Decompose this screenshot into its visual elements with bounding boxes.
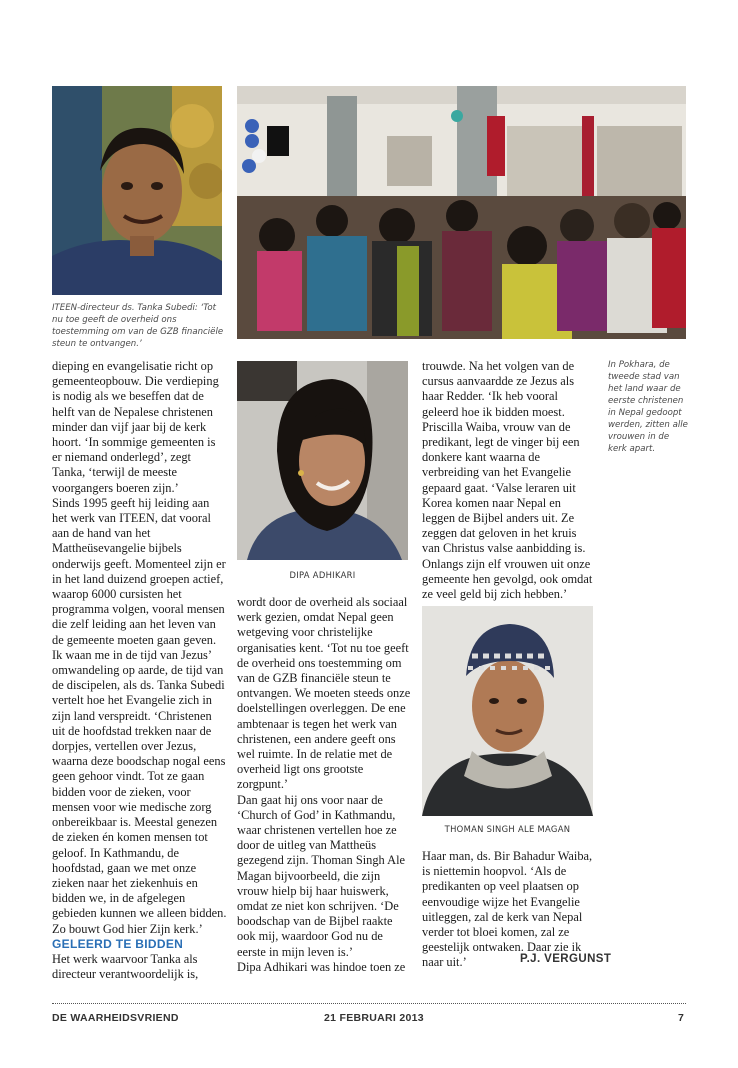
dipa-caption: DIPA ADHIKARI bbox=[289, 570, 356, 580]
thoman-singh-photo bbox=[422, 606, 593, 816]
subheading: GELEERD TE BIDDEN bbox=[52, 936, 184, 951]
crowd-caption: In Pokhara, de tweede stad van het land waar de eerste christenen in Nepal gedoopt werden, zitten alle vrouwen in de kerk apart. bbox=[608, 360, 688, 454]
paragraph: Dipa Adhikari was hindoe toen ze bbox=[237, 959, 406, 974]
portrait-tanka-subedi bbox=[52, 86, 222, 295]
paragraph: trouwde. Na het volgen van de cursus aanvaardde ze Jezus als haar Redder. ‘Ik heb vooral geleerd hoe ik bidden moest. Priscilla Waiba, vrouw van de predikant, legt de vinger bij een donkere kant waarna de verbreiding van het Evangelie gepaard gaat. ‘Valse leraren uit Korea komen naar Nepal en leggen de Bijbel anders uit. Ze zeggen dat geloven in het kruis van Christus valse aanbidding is. Onlangs zijn elf vrouwen uit onze gemeente hen gevolgd, ook omdat ze veel geld bij zich hebben.’ bbox=[422, 359, 593, 602]
author-byline: P.J. VERGUNST bbox=[520, 953, 612, 965]
portrait-caption: ITEEN-directeur ds. Tanka Subedi: ‘Tot nu toe geeft de overheid ons toestemming om van de GZB financiële steun te ontvangen.’ bbox=[52, 303, 224, 349]
thoman-caption: THOMAN SINGH ALE MAGAN bbox=[444, 824, 571, 834]
dipa-adhikari-photo bbox=[237, 361, 408, 560]
paragraph: Het werk waarvoor Tanka als directeur verantwoordelijk is, bbox=[52, 951, 199, 982]
paragraph: Dan gaat hij ons voor naar de ‘Church of God’ in Kathmandu, waar christenen vertellen hoe ze door de uitleg van Mattheüs gezegend zijn. Thoman Singh Ale Magan bijvoorbeeld, die zijn vrouw hielp bij haar huiswerk, omdat ze niet kon schrijven. ‘De boodschap van de Bijbel raakte ook mij, waardoor God nu de eerste in mijn leven is.’ bbox=[237, 792, 406, 959]
paragraph: Haar man, ds. Bir Bahadur Waiba, is niettemin hoopvol. ‘Als de predikanten op veel plaatsen op eenvoudige wijze het Evangelie uitleggen, zal de kerk van Nepal verder tot bloei komen, zal ze geestelijk ontwaken. Daar zie ik naar uit.’ bbox=[422, 849, 593, 970]
footer-page-number: 7 bbox=[678, 1012, 685, 1024]
paragraph: wordt door de overheid als sociaal werk gezien, omdat Nepal geen wetgeving voor christelijke organisaties kent. ‘Tot nu toe geeft de overheid ons toestemming om van de GZB financiële steun te ontvangen. We moeten steeds onze doelstellingen overleggen. De ene ambtenaar is tegen het werk van christenen, een andere geeft ons wel ruimte. In de relatie met de overheid ligt ons grootste zorgpunt.’ bbox=[237, 595, 411, 792]
footer-date: 21 FEBRUARI 2013 bbox=[324, 1012, 424, 1024]
article-column-2 bbox=[237, 595, 412, 975]
paragraph: dieping en evangelisatie richt op gemeenteopbouw. Die verdieping is nodig als we beseffen dat de helft van de Nepalese christenen minder dan vijf jaar bij de kerk hoort. ‘In sommige gemeenten is er niemand onderlegd’, zegt Tanka, ‘terwijl de meeste voorgangers boeren zijn.’ bbox=[52, 359, 219, 495]
church-crowd-photo bbox=[237, 86, 686, 339]
article-column-1 bbox=[52, 359, 227, 982]
paragraph: Ik waan me in de tijd van Jezus’ omwandeling op aarde, de tijd van de discipelen, als ds. Tanka Subedi vertelt hoe het Evangelie zich in zijn land verspreidt. ‘Christenen uit de hoofdstad trekken naar de dorpjes, vertellen over Jezus, waarna deze boodschap nogal eens geen gehoor vindt. Tot ze gaan bidden voor de zieken, voor mensen voor wie medische zorg onbereikbaar is. Meestal genezen de zieken én komen mensen tot geloof. In Kathmandu, de hoofdstad, gaan we met onze zieken naar het ziekenhuis en bidden we, in de afgelegen gebieden kunnen we alleen bidden. Zo bouwt God hier Zijn kerk.’ bbox=[52, 647, 227, 936]
footer-magazine: DE WAARHEIDSVRIEND bbox=[52, 1012, 179, 1024]
footer-divider bbox=[52, 1003, 686, 1004]
paragraph: Sinds 1995 geeft hij leiding aan het werk van ITEEN, dat vooral aan de hand van het Mattheüsevangelie bijbels onderwijs geeft. Momenteel zijn er in het land duizend groepen actief, waarop 6000 cursisten het programma volgen, vooral mensen die zelf leiding aan het leven van de gemeente moeten gaan geven. bbox=[52, 495, 226, 647]
article-column-3 bbox=[422, 359, 597, 602]
